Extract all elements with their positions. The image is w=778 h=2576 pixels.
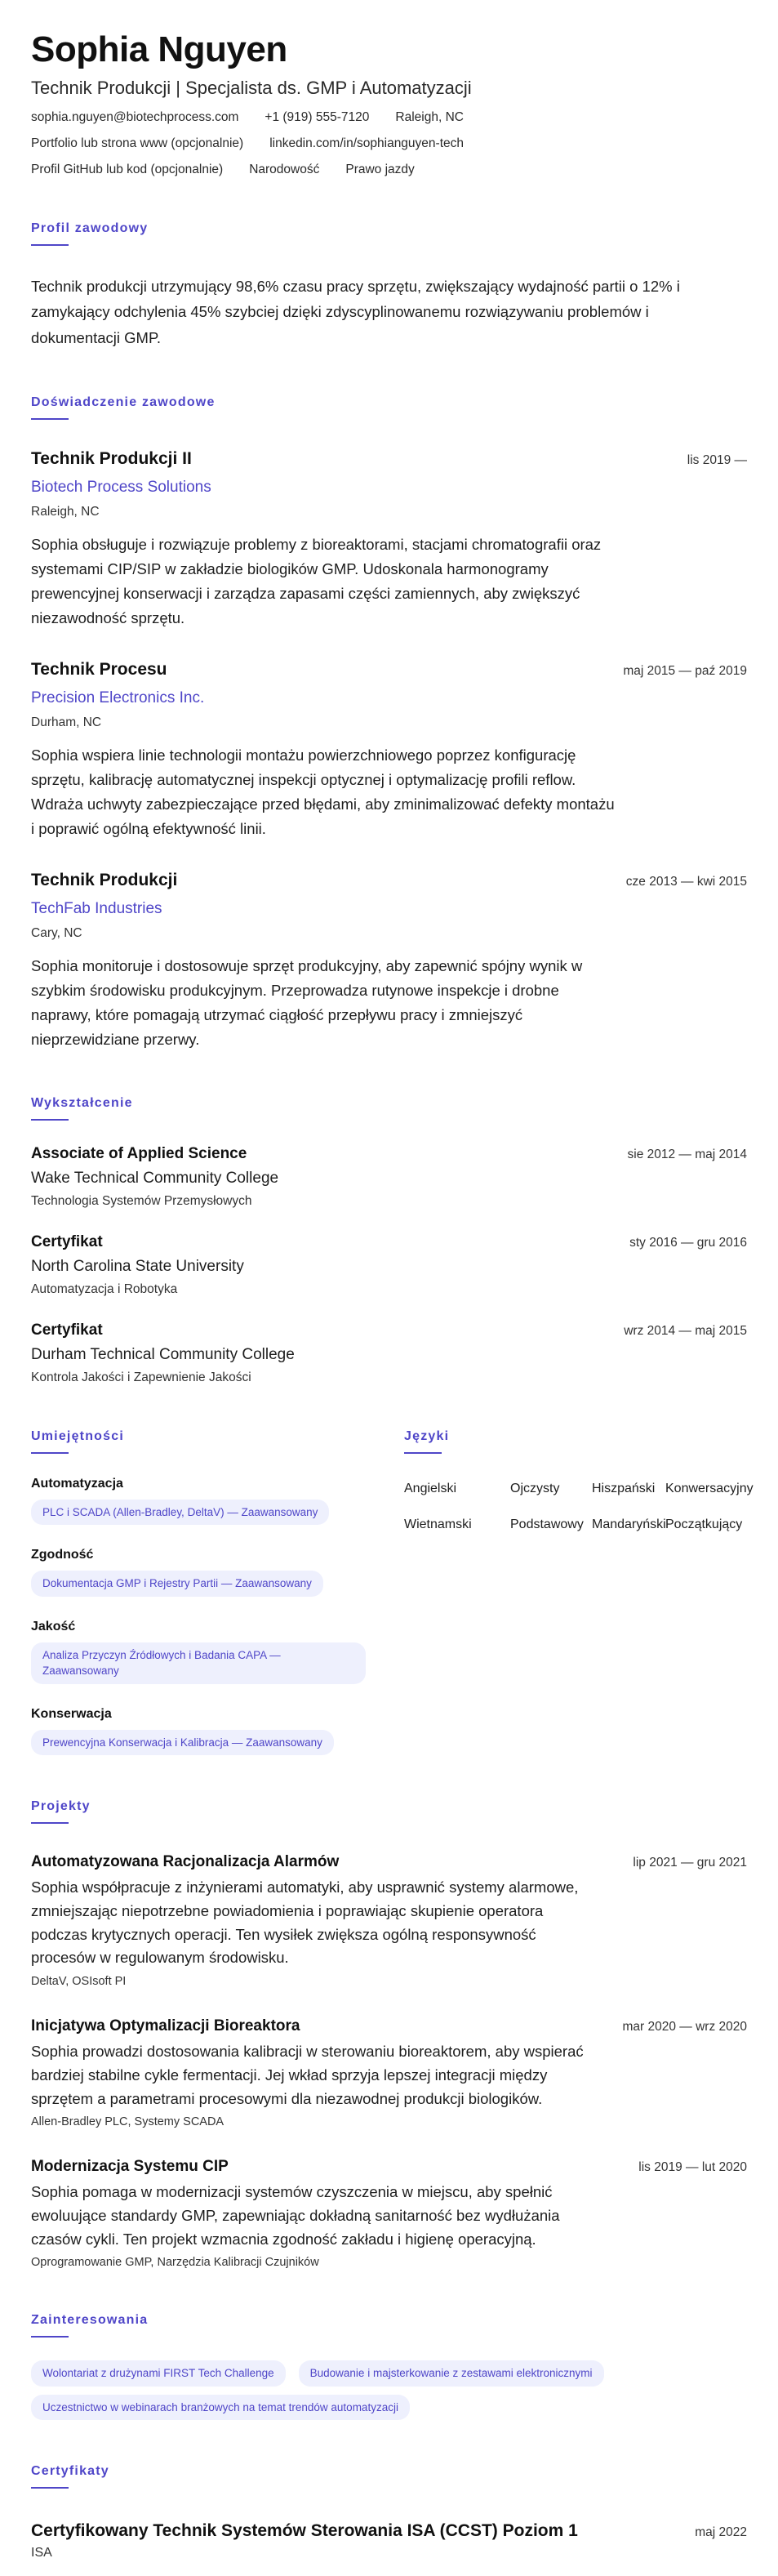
skill-name: Zgodność	[31, 1548, 94, 1562]
skill-group	[31, 1707, 371, 1756]
interest-pill: Uczestnictwo w webinarach branżowych na temat trendów automatyzacji	[31, 2395, 410, 2421]
skill-group	[31, 1620, 371, 1684]
project-tech: DeltaV, OSIsoft PI	[31, 1975, 127, 1989]
section-divider	[31, 1822, 69, 1824]
job-dates: maj 2015 — paź 2019	[623, 663, 747, 678]
education-entry	[31, 1321, 747, 1385]
certificates-section	[31, 2464, 747, 2560]
project-title: Automatyzowana Racjonalizacja Alarmów	[31, 1853, 340, 1871]
job-company: Biotech Process Solutions	[31, 479, 211, 497]
certificate-date: maj 2022	[695, 2525, 747, 2540]
skill-pill: Prewencyjna Konserwacja i Kalibracja — Zaawansowany	[31, 1730, 334, 1756]
language-name: Mandaryński	[592, 1517, 666, 1531]
skills-languages-row	[31, 1428, 754, 1756]
job-title: Technik Procesu	[31, 659, 167, 679]
language-row	[404, 1518, 747, 1532]
section-title: Certyfikaty	[31, 2464, 109, 2479]
contact-row-3	[31, 163, 747, 177]
section-title: Doświadczenie zawodowe	[31, 395, 216, 410]
education-entry	[31, 1145, 747, 1209]
section-divider	[31, 1119, 69, 1121]
job-dates: lis 2019 —	[687, 453, 747, 468]
section-title: Języki	[404, 1428, 450, 1443]
interests-section	[31, 2313, 747, 2420]
contact-portfolio[interactable]: Portfolio lub strona www (opcjonalnie)	[31, 136, 244, 150]
profile-summary: Technik produkcji utrzymujący 98,6% czasu pracy sprzętu, zwiększający wydajność partii o 12% i zamykający odchylenia 45% szybciej dzięki zdyscyplinowanemu rozwiązywaniu problemów i dokumentacji GMP.	[31, 277, 680, 347]
experience-entry	[31, 660, 747, 841]
certificate-entry	[31, 2521, 747, 2560]
contact-linkedin[interactable]: linkedin.com/in/sophianguyen-tech	[269, 136, 465, 150]
candidate-headline: Technik Produkcji | Specjalista ds. GMP i Automatyzacji	[31, 77, 472, 98]
project-description: Sophia prowadzi dostosowania kalibracji w sterowaniu bioreaktorem, aby wspierać bardziej stabilne cykle fermentacji. Jej wkład sprzyja lepszej integracji między sprzętem a parametrami procesowymi dla niezawodnej produkcji biologików.	[31, 2043, 584, 2107]
interests-list	[31, 2360, 700, 2420]
education-section	[31, 1096, 747, 1385]
job-location: Raleigh, NC	[31, 505, 100, 519]
skills-section	[31, 1429, 371, 1756]
interest-pill: Budowanie i majsterkowanie z zestawami elektronicznymi	[299, 2360, 604, 2387]
project-title: Modernizacja Systemu CIP	[31, 2158, 229, 2176]
project-title: Inicjatywa Optymalizacji Bioreaktora	[31, 2017, 300, 2035]
job-dates: cze 2013 — kwi 2015	[625, 874, 747, 889]
contact-phone[interactable]: +1 (919) 555-7120	[265, 109, 370, 124]
project-entry	[31, 1853, 747, 1988]
language-name: Wietnamski	[404, 1517, 472, 1531]
edu-dates: sty 2016 — gru 2016	[629, 1235, 747, 1250]
interest-pill: Wolontariat z drużynami FIRST Tech Challenge	[31, 2360, 286, 2387]
project-tech: Oprogramowanie GMP, Narzędzia Kalibracji Czujników	[31, 2256, 319, 2270]
job-location: Durham, NC	[31, 715, 102, 729]
certificate-issuer: ISA	[31, 2546, 52, 2560]
contact-row-1	[31, 110, 747, 125]
edu-field: Automatyzacja i Robotyka	[31, 1281, 178, 1296]
resume-header	[31, 29, 747, 177]
skill-group	[31, 1548, 371, 1597]
language-name: Hiszpański	[592, 1481, 656, 1495]
contact-github[interactable]: Profil GitHub lub kod (opcjonalnie)	[31, 162, 224, 176]
section-title: Profil zawodowy	[31, 221, 149, 235]
contact-row-2	[31, 136, 747, 151]
section-divider	[31, 2336, 69, 2338]
section-divider	[404, 1452, 442, 1454]
skill-pill: PLC i SCADA (Allen-Bradley, DeltaV) — Zaawansowany	[31, 1500, 329, 1526]
project-entry	[31, 2017, 747, 2128]
language-level: Początkujący	[665, 1517, 743, 1531]
section-title: Projekty	[31, 1799, 91, 1814]
language-level: Ojczysty	[510, 1481, 560, 1495]
project-dates: lis 2019 — lut 2020	[638, 2160, 747, 2175]
job-company: Precision Electronics Inc.	[31, 689, 205, 706]
skill-pill: Dokumentacja GMP i Rejestry Partii — Zaawansowany	[31, 1571, 323, 1597]
job-description: Sophia obsługuje i rozwiązuje problemy z bioreaktorami, stacjami chromatografii oraz systemami CIP/SIP w zakładzie biologików GMP. Udoskonala harmonogramy prewencyjnej konserwacji i zarządza zapasami części zamiennych, aby zwiększyć niezawodność sprzętu.	[31, 536, 602, 626]
language-level: Konwersacyjny	[665, 1481, 754, 1495]
language-level: Podstawowy	[510, 1517, 584, 1531]
project-entry	[31, 2158, 747, 2269]
certificate-title: Certyfikowany Technik Systemów Sterowania ISA (CCST) Poziom 1	[31, 2521, 578, 2541]
project-description: Sophia pomaga w modernizacji systemów czyszczenia w miejscu, aby spełnić ewoluujące standardy GMP, zapewniając dokładną sanitarność bez wydłużania czasów cykli. Ten projekt wzmacnia zgodność zakładu i higienę operacyjną.	[31, 2183, 560, 2248]
experience-entry	[31, 449, 747, 631]
project-dates: mar 2020 — wrz 2020	[622, 2020, 747, 2035]
edu-dates: sie 2012 — maj 2014	[627, 1147, 747, 1161]
candidate-name: Sophia Nguyen	[31, 29, 287, 69]
languages-section	[404, 1428, 754, 1756]
contact-driving-license: Prawo jazdy	[345, 162, 415, 176]
job-title: Technik Produkcji	[31, 870, 178, 889]
edu-school: Durham Technical Community College	[31, 1345, 295, 1363]
contact-email[interactable]: sophia.nguyen@biotechprocess.com	[31, 109, 239, 124]
contact-nationality: Narodowość	[249, 162, 320, 176]
section-title: Zainteresowania	[31, 2313, 149, 2328]
skill-name: Automatyzacja	[31, 1476, 123, 1491]
project-tech: Allen-Bradley PLC, Systemy SCADA	[31, 2115, 225, 2129]
edu-field: Technologia Systemów Przemysłowych	[31, 1193, 252, 1208]
section-divider	[31, 1452, 69, 1454]
edu-school: North Carolina State University	[31, 1257, 244, 1275]
contact-location: Raleigh, NC	[395, 109, 464, 124]
edu-school: Wake Technical Community College	[31, 1169, 279, 1187]
section-divider	[31, 418, 69, 420]
section-divider	[31, 2487, 69, 2489]
job-description: Sophia wspiera linie technologii montażu powierzchniowego poprzez konfigurację sprzętu, kalibrację automatycznej inspekcji optycznej i optymalizację profili reflow. Wdraża uchwyty zabezpieczające przed błędami, aby zminimalizować defekty montażu i poprawić ogólną efektywność linii.	[31, 746, 615, 837]
profile-section	[31, 221, 747, 351]
job-description: Sophia monitoruje i dostosowuje sprzęt produkcyjny, aby zapewnić spójny wynik w szybkim środowisku produkcyjnym. Przeprowadza rutynowe inspekcje i drobne naprawy, które pomagają utrzymać ciągłość przepływu pracy i zmniejszyć nieprzewidziane przerwy.	[31, 956, 583, 1048]
edu-dates: wrz 2014 — maj 2015	[624, 1323, 747, 1338]
section-divider	[31, 244, 69, 246]
skill-group	[31, 1477, 371, 1526]
edu-degree: Certyfikat	[31, 1232, 103, 1250]
skill-pill: Analiza Przyczyn Źródłowych i Badania CAPA — Zaawansowany	[31, 1642, 366, 1684]
section-title: Wykształcenie	[31, 1095, 133, 1110]
edu-degree: Associate of Applied Science	[31, 1144, 247, 1162]
skill-name: Jakość	[31, 1619, 76, 1633]
job-location: Cary, NC	[31, 925, 82, 940]
projects-section	[31, 1799, 747, 2269]
language-row	[404, 1481, 754, 1496]
skill-name: Konserwacja	[31, 1706, 112, 1721]
experience-entry	[31, 871, 747, 1052]
experience-section	[31, 395, 747, 1052]
project-dates: lip 2021 — gru 2021	[633, 1856, 747, 1870]
edu-field: Kontrola Jakości i Zapewnienie Jakości	[31, 1370, 251, 1384]
language-name: Angielski	[404, 1481, 457, 1495]
edu-degree: Certyfikat	[31, 1321, 103, 1339]
job-title: Technik Produkcji II	[31, 449, 192, 469]
education-entry	[31, 1233, 747, 1297]
project-description: Sophia współpracuje z inżynierami automatyki, aby usprawnić systemy alarmowe, zmniejszając niepotrzebne powiadomienia i poprawiając skupienie operatora podczas krytycznych operacji. Ten wysiłek zwiększa ogólną responsywność procesów w regulowanym środowisku.	[31, 1879, 579, 1967]
job-company: TechFab Industries	[31, 899, 162, 917]
section-title: Umiejętności	[31, 1428, 124, 1443]
